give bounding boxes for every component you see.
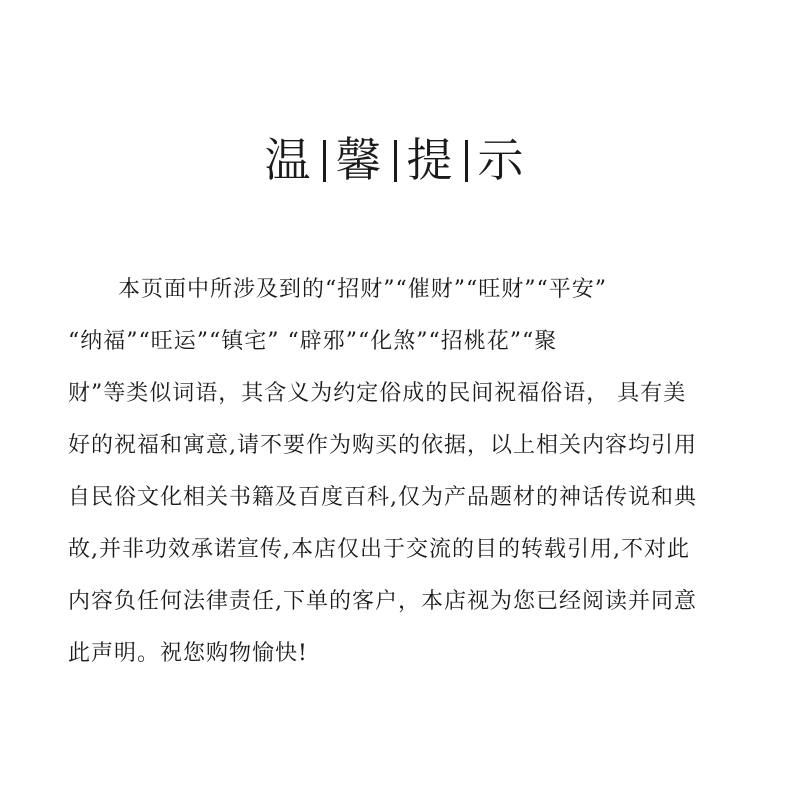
notice-line-1: 本页面中所涉及到的“招财”“催财”“旺财”“平安”	[118, 277, 607, 302]
page-title	[0, 130, 790, 190]
title-separator	[394, 140, 397, 182]
title-char-3: 提	[406, 133, 455, 187]
notice-line-4: 好的祝福和寓意,请不要作为购买的依据，以上相关内容均引用	[68, 433, 697, 458]
title-char-2: 馨	[335, 133, 384, 187]
title-char-4: 示	[477, 133, 526, 187]
title-separator	[323, 140, 326, 182]
notice-line-5: 自民俗文化相关书籍及百度百科,仅为产品题材的神话传说和典	[68, 485, 697, 510]
notice-line-6: 故,并非功效承诺宣传,本店仅出于交流的目的转载引用,不对此	[68, 537, 690, 562]
notice-line-3: 财”等类似词语，其含义为约定俗成的民间祝福俗语， 具有美	[68, 381, 687, 406]
title-char-1: 温	[264, 133, 313, 187]
notice-line-8: 此声明。祝您购物愉快!	[68, 641, 308, 666]
notice-line-2: “纳福”“旺运”“镇宅” “辟邪”“化煞”“招桃花”“聚	[68, 329, 558, 354]
title-separator	[465, 140, 468, 182]
notice-line-7: 内容负任何法律责任,下单的客户，本店视为您已经阅读并同意	[68, 589, 697, 614]
